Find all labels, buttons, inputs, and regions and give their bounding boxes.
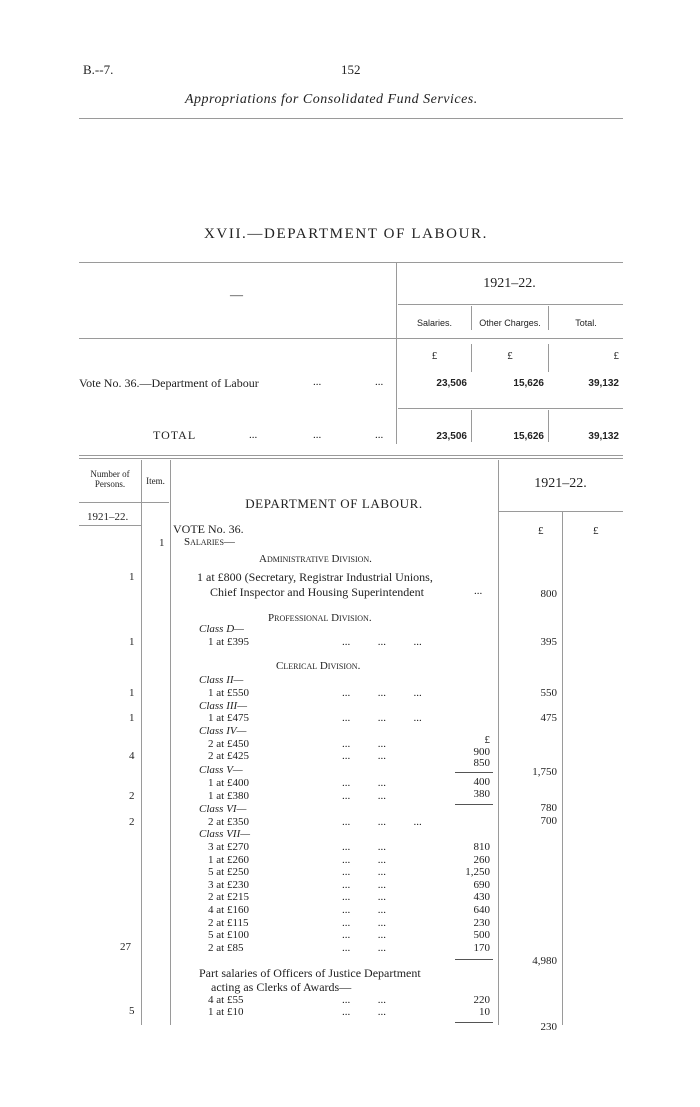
persons-year-rule: [79, 525, 141, 526]
class-7-row-dots: ... ...: [342, 929, 386, 942]
class-7-row-amount: 1,250: [465, 866, 490, 879]
col-salaries-header: Salaries.: [416, 318, 452, 328]
class-7-row-line: 3 at £230: [208, 878, 249, 891]
item-number: 1: [159, 537, 165, 549]
class-7-row-amount: 690: [473, 878, 490, 891]
persons-year: 1921–22.: [87, 511, 129, 523]
class-2-persons: 1: [129, 687, 135, 699]
class-4-row-2-line: 2 at £425: [208, 750, 249, 762]
class-7-row-line: 2 at £115: [208, 916, 249, 929]
class-7-row-dots: ... ...: [342, 866, 386, 879]
summary-year: 1921–22.: [483, 276, 536, 291]
class-6-label: Class VI—: [199, 803, 247, 815]
class-4-sub-currency: £: [484, 734, 490, 746]
detail-col-sep-number: [141, 460, 142, 1025]
class-4-row-1-amount: 900: [473, 746, 490, 758]
class-4-row-2-dots: ... ...: [342, 750, 386, 762]
class-4-label: Class IV—: [199, 725, 247, 737]
class-d-amount: 395: [540, 636, 557, 648]
class-7-row-line: 1 at £260: [208, 853, 249, 866]
vote-total: 39,132: [588, 378, 619, 389]
admin-persons: 1: [129, 571, 135, 583]
summary-dash: —: [230, 287, 243, 302]
class-7-row-dots: ... ...: [342, 853, 386, 866]
summary-year-rule: [398, 304, 623, 305]
class-d-line: 1 at £395: [208, 636, 249, 648]
detail-col-sep-item: [170, 460, 171, 1025]
total-salaries: 23,506: [436, 431, 467, 442]
part-row-amount: 10: [479, 1005, 490, 1018]
class-2-amount: 550: [540, 687, 557, 699]
detail-year-rule: [498, 511, 623, 512]
class-7-row-amount: 500: [473, 929, 490, 942]
vote-label: Vote No. 36.—Department of Labour: [79, 376, 259, 390]
class-3-persons: 1: [129, 712, 135, 724]
class-5-persons: 2: [129, 790, 135, 802]
class-7-row-dots: ... ...: [342, 916, 386, 929]
col-number-header: Number of Persons.: [90, 469, 130, 489]
class-7-total: 4,980: [532, 955, 557, 967]
total-dots-3: ...: [375, 429, 384, 441]
class-7-row-dots: ... ...: [342, 891, 386, 904]
class-2-label: Class II—: [199, 674, 244, 686]
vote-other: 15,626: [513, 378, 544, 389]
running-title: Appropriations for Consolidated Fund Services.: [185, 92, 478, 107]
class-6-amount: 700: [540, 815, 557, 827]
part-salaries-line-1: Part salaries of Officers of Justice Department: [199, 966, 421, 980]
admin-dots: ...: [474, 585, 483, 597]
total-dots-2: ...: [313, 429, 322, 441]
part-total: 230: [540, 1021, 557, 1033]
class-d-label: Class D—: [199, 623, 244, 635]
class-7-sum-rule: [455, 959, 493, 960]
class-2-line: 1 at £550: [208, 687, 249, 699]
class-7-row-line: 2 at £85: [208, 941, 244, 954]
class-7-row-line: 4 at £160: [208, 904, 249, 916]
class-3-label: Class III—: [199, 700, 247, 712]
vote-heading: VOTE No. 36.: [173, 522, 244, 536]
class-2-dots: ... ... ...: [342, 687, 422, 699]
vote-dots-2: ...: [375, 376, 384, 388]
class-5-row-1-dots: ... ...: [342, 777, 386, 789]
summary-header-rule: [79, 338, 623, 339]
class-4-total: 1,750: [532, 766, 557, 778]
detail-col-sep-amount: [562, 512, 563, 1025]
class-7-row-dots: ... ...: [342, 904, 386, 916]
class-7-row-line: 5 at £100: [208, 929, 249, 942]
class-5-row-2-line: 1 at £380: [208, 790, 249, 802]
detail-top-rule-2: [79, 458, 623, 459]
admin-line-1: 1 at £800 (Secretary, Registrar Industrial Unions,: [197, 570, 433, 584]
class-5-label: Class V—: [199, 764, 243, 776]
number-header-rule: [79, 502, 169, 503]
class-6-dots: ... ... ...: [342, 816, 422, 828]
detail-top-rule-1: [79, 455, 623, 456]
col-other-header: Other Charges.: [479, 318, 541, 328]
class-7-row-dots: ... ...: [342, 878, 386, 891]
total-label: TOTAL: [153, 428, 197, 442]
class-5-row-1-amount: 400: [473, 776, 490, 788]
class-7-row-amount: 430: [473, 891, 490, 904]
class-7-row-amount: 810: [473, 841, 490, 853]
detail-department: DEPARTMENT OF LABOUR.: [245, 496, 423, 511]
admin-line-2: Chief Inspector and Housing Superintendent: [210, 585, 424, 599]
part-persons: 5: [129, 1005, 135, 1017]
vote-dots-1: ...: [313, 376, 322, 388]
part-row-dots: ... ...: [342, 1005, 386, 1018]
col-item-header: Item.: [146, 476, 165, 486]
class-d-dots: ... ... ...: [342, 636, 422, 648]
class-5-row-2-dots: ... ...: [342, 790, 386, 802]
class-7-persons: 27: [120, 941, 131, 953]
class-3-amount: 475: [540, 712, 557, 724]
summary-total-rule: [398, 408, 623, 409]
class-3-dots: ... ... ...: [342, 712, 422, 724]
class-3-line: 1 at £475: [208, 712, 249, 724]
detail-currency-2: £: [593, 525, 599, 537]
class-4-row-1-dots: ... ...: [342, 738, 386, 750]
part-sum-rule: [455, 1022, 493, 1023]
summary-top-rule: [79, 262, 623, 263]
salaries-heading: Salaries—: [184, 536, 235, 548]
currency-total: £: [613, 350, 619, 362]
class-5-row-2-amount: 380: [473, 788, 490, 800]
part-row-line: 4 at £55: [208, 994, 244, 1006]
class-5-total: 780: [540, 802, 557, 814]
detail-col-sep-desc: [498, 460, 499, 1025]
total-total: 39,132: [588, 431, 619, 442]
prof-division-heading: Professional Division.: [268, 612, 372, 624]
vote-salaries: 23,506: [436, 378, 467, 389]
class-d-persons: 1: [129, 636, 135, 648]
department-title: XVII.—DEPARTMENT OF LABOUR.: [204, 226, 488, 242]
class-7-row-dots: ... ...: [342, 941, 386, 954]
part-row-dots: ... ...: [342, 994, 386, 1006]
class-7-row-amount: 640: [473, 904, 490, 916]
class-5-sum-rule: [455, 804, 493, 805]
part-salaries-line-2: acting as Clerks of Awards—: [211, 980, 352, 994]
detail-year: 1921–22.: [534, 476, 587, 491]
class-7-row-line: 2 at £215: [208, 891, 249, 904]
class-7-row-amount: 260: [473, 853, 490, 866]
col-total-header: Total.: [575, 318, 597, 328]
class-6-line: 2 at £350: [208, 816, 249, 828]
class-7-row-line: 3 at £270: [208, 841, 249, 853]
page-reference: B.--7.: [83, 62, 114, 77]
class-7-row-dots: ... ...: [342, 841, 386, 853]
currency-other: £: [507, 350, 513, 362]
class-4-persons: 4: [129, 750, 135, 762]
class-7-row-amount: 170: [473, 941, 490, 954]
detail-currency-1: £: [538, 525, 544, 537]
class-7-row-line: 5 at £250: [208, 866, 249, 879]
class-4-row-1-line: 2 at £450: [208, 738, 249, 750]
class-5-row-1-line: 1 at £400: [208, 777, 249, 789]
class-4-sum-rule: [455, 772, 493, 773]
page-number: 152: [341, 62, 361, 77]
admin-division-heading: Administrative Division.: [259, 553, 372, 565]
currency-salaries: £: [431, 350, 438, 362]
part-row-amount: 220: [473, 994, 490, 1006]
admin-amount: 800: [540, 588, 557, 600]
class-7-row-amount: 230: [473, 916, 490, 929]
clerical-division-heading: Clerical Division.: [276, 660, 361, 672]
class-7-label: Class VII—: [199, 828, 251, 840]
total-dots-1: ...: [249, 429, 258, 441]
class-4-row-2-amount: 850: [473, 757, 490, 769]
part-row-line: 1 at £10: [208, 1005, 244, 1018]
class-6-persons: 2: [129, 816, 135, 828]
total-other: 15,626: [513, 431, 544, 442]
header-rule: [79, 118, 623, 119]
